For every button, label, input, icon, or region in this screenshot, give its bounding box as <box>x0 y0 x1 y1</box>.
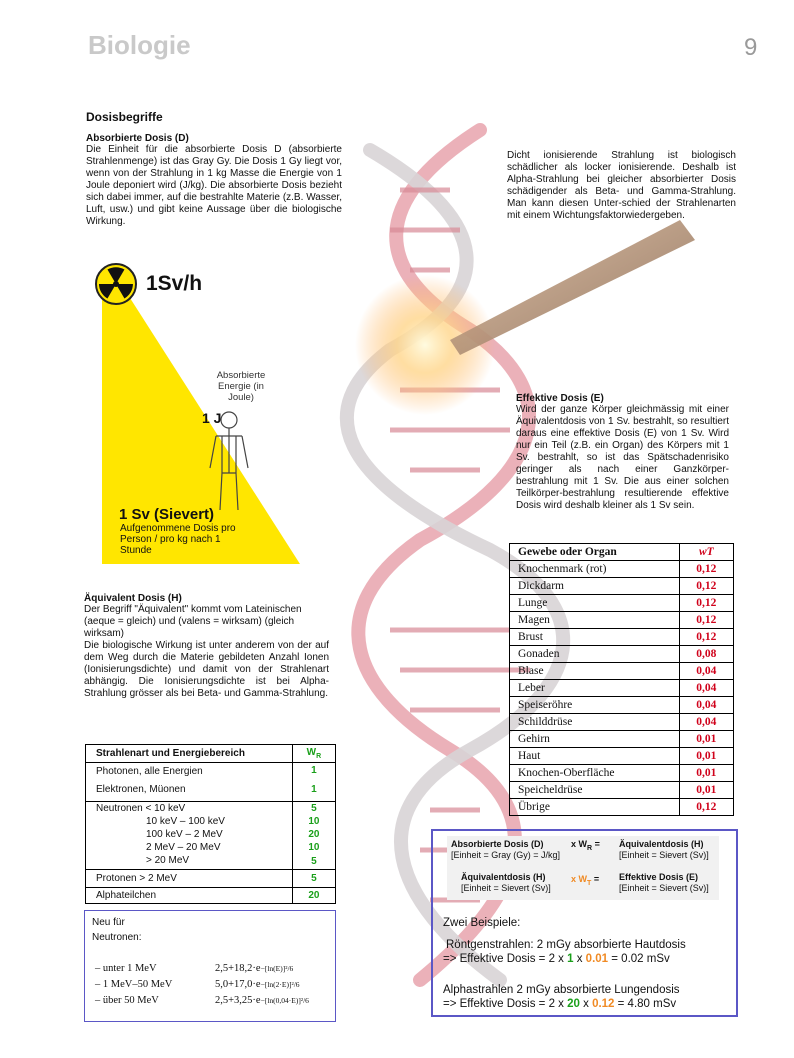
organ-weight: 0,12 <box>679 578 733 595</box>
dense-ionizing-text: Dicht ionisierende Strahlung ist biologisch schädlicher als locker ionisierende. Deshalb ist Alpha-Strahlung bei gleicher absorbierter Dosis schädigender als Beta- und Gamma-Strahlung. Man kann diesen Unter-schied der Strahlenarten mit einem Wichtungsfaktorwiedergeben. <box>507 150 736 221</box>
neutron-new-box <box>84 910 336 1022</box>
neutron-energy-range: – über 50 MeV <box>95 995 159 1006</box>
organ-name: Schilddrüse <box>510 714 680 731</box>
sievert-label: 1 Sv (Sievert) <box>119 506 215 523</box>
table-row: 2 MeV – 20 MeV 10 <box>86 841 336 854</box>
organ-name: Knochen-Oberfläche <box>510 765 680 782</box>
neutron-formula-row <box>95 977 330 993</box>
table-row: Alphateilchen 20 <box>86 888 336 904</box>
organ-name: Magen <box>510 612 680 629</box>
organ-weighting-table <box>509 543 734 816</box>
organ-weight: 0,08 <box>679 646 733 663</box>
table-row <box>510 595 734 612</box>
table-row: 100 keV – 2 MeV 20 <box>86 828 336 841</box>
organ-weight: 0,01 <box>679 765 733 782</box>
organ-table-header <box>510 544 734 561</box>
effective-dose-text: Wird der ganze Körper gleichmässig mit einer Äquivalentdosis von 1 Sv. bestrahlt, so resultiert daraus eine effektive Dosis (E) von 1 Sv. Wird nur ein Teil (z.B. ein Organ) des Körpers mit 1 Sv. bestrahlt, so ist das Spätschadenrisiko geringer als nach einer Ganzkörper- bestrahlung mit 1 Sv. Die aus einer solchen Teilkörper-bestrahlung resultierende effektive Dosis wird deshalb kleiner als 1 Sv sein. <box>516 404 729 511</box>
page-header-title: Biologie <box>88 30 191 60</box>
radiation-weighting-table <box>85 744 336 904</box>
organ-name: Brust <box>510 629 680 646</box>
table-row <box>510 714 734 731</box>
example-2-line-2: => Effektive Dosis = 2 x 20 x 0.12 = 4.80 mSv <box>443 998 677 1010</box>
graphic-caption: Aufgenommene Dosis pro Person / pro kg nach 1 Stunde <box>120 523 236 556</box>
table-row <box>510 578 734 595</box>
organ-column-header: Gewebe oder Organ <box>510 544 680 561</box>
table-row: Neutronen < 10 keV 5 <box>86 802 336 816</box>
organ-name: Gonaden <box>510 646 680 663</box>
organ-name: Speicheldrüse <box>510 782 680 799</box>
wr-col1-header: Strahlenart und Energiebereich <box>96 748 245 759</box>
examples-title: Zwei Beispiele: <box>443 917 521 929</box>
organ-name: Knochenmark (rot) <box>510 561 680 578</box>
organ-name: Leber <box>510 680 680 697</box>
table-row: > 20 MeV 5 <box>86 854 336 870</box>
table-row <box>510 629 734 646</box>
table-row: Elektronen, Müonen 1 <box>86 778 336 802</box>
table-row <box>510 782 734 799</box>
example-1-line-2: => Effektive Dosis = 2 x 1 x 0.01 = 0.02 mSv <box>443 953 670 965</box>
example-2-line-1: Alphastrahlen 2 mGy absorbierte Lungendosis <box>443 984 680 996</box>
neutron-energy-range: – unter 1 MeV <box>95 963 157 974</box>
organ-weight: 0,12 <box>679 561 733 578</box>
organ-name: Lunge <box>510 595 680 612</box>
effective-dose-section <box>516 393 729 512</box>
table-row <box>510 663 734 680</box>
formula-examples-box <box>431 829 738 1017</box>
organ-weight: 0,12 <box>679 629 733 646</box>
neutron-formula: 2,5+18,2·e <box>215 963 261 974</box>
neutron-formula: 5,0+17,0·e <box>215 979 261 990</box>
table-row <box>510 765 734 782</box>
examples <box>443 916 686 1011</box>
table-row <box>510 646 734 663</box>
wr-table-header <box>86 745 336 763</box>
energy-label: 1 J <box>202 410 222 426</box>
absorbed-energy-label: Absorbierte Energie (in Joule) <box>216 370 266 403</box>
neutron-new-subtitle: Neutronen: <box>92 932 142 943</box>
organ-name: Haut <box>510 748 680 765</box>
table-row <box>510 680 734 697</box>
wt-column-header: wT <box>679 544 733 561</box>
organ-weight: 0,01 <box>679 731 733 748</box>
neutron-formula-exponent: −[ln(E)]²/6 <box>260 964 294 973</box>
organ-weight: 0,12 <box>679 612 733 629</box>
table-row <box>510 697 734 714</box>
formula-panel: Absorbierte Dosis (D) [Einheit = Gray (Gy) = J/kg] x $W_R$ = Äquivalentdosis (H) [Einheit = Sievert (Sv)] Äquivalentdosis (H) [Einheit = Sievert (Sv)] x $W_T$ = Effektive Dosis (E) [Einheit = Sievert (Sv)] <box>447 836 719 900</box>
section-title: Dosisbegriffe <box>86 110 163 124</box>
table-row <box>510 731 734 748</box>
absorbed-dose-text: Die Einheit für die absorbierte Dosis D (absorbierte Strahlenmenge) ist das Gray Gy. Die Dosis 1 Gy liegt vor, wenn von der Strahlung in 1 kg Masse die Energie von 1 Joule deponiert wird (J/kg). Die absorbierte Dosis bezieht sich dabei immer, auf die bestrahlte Materie (z.B. Wasser, Luft, usw.) und gibt keine Aussage über die biologische Wirkung. <box>86 144 342 227</box>
neutron-formula: 2,5+3,25·e <box>215 995 261 1006</box>
organ-weight: 0,01 <box>679 782 733 799</box>
organ-weight: 0,04 <box>679 663 733 680</box>
equivalent-dose-origin: Der Begriff "Äquivalent" kommt vom Lateinischen (aeque = gleich) und (valens = wirksam) (gleich wirksam) <box>84 604 302 639</box>
table-row <box>510 561 734 578</box>
absorbed-dose-heading: Absorbierte Dosis (D) <box>86 133 189 144</box>
organ-weight: 0,04 <box>679 680 733 697</box>
neutron-formula-row <box>95 993 330 1009</box>
organ-name: Übrige <box>510 799 680 816</box>
table-row <box>510 748 734 765</box>
equivalent-dose-section <box>84 593 329 700</box>
equivalent-dose-text: Die biologische Wirkung ist unter anderem von der auf dem Weg durch die Materie gebildeten Anzahl Ionen (Ionisierungsdichte) und damit von der Strahlenart abhängig. Die Ionisierungsdichte ist bei Alpha-Strahlung grösser als bei Beta- und Gamma-Strahlung. <box>84 640 329 699</box>
dose-rate-label: 1Sv/h <box>146 272 203 295</box>
organ-weight: 0,01 <box>679 748 733 765</box>
absorbed-dose-section <box>86 133 342 228</box>
table-row: Protonen > 2 MeV 5 <box>86 870 336 888</box>
organ-weight: 0,12 <box>679 595 733 612</box>
organ-weight: 0,04 <box>679 697 733 714</box>
neutron-formula-row <box>95 961 330 977</box>
neutron-energy-range: – 1 MeV–50 MeV <box>95 979 173 990</box>
effective-dose-heading: Effektive Dosis (E) <box>516 393 604 404</box>
page-number: 9 <box>744 34 758 61</box>
neutron-new-title: Neu für <box>92 917 125 928</box>
organ-name: Blase <box>510 663 680 680</box>
organ-name: Speiseröhre <box>510 697 680 714</box>
equivalent-dose-heading: Äquivalent Dosis (H) <box>84 593 182 604</box>
table-row: Photonen, alle Energien 1 <box>86 763 336 779</box>
example-1-line-1: Röntgenstrahlen: 2 mGy absorbierte Hautdosis <box>446 939 686 951</box>
table-row: 10 keV – 100 keV 10 <box>86 815 336 828</box>
table-row <box>510 612 734 629</box>
wr-col2-header: $W_R$ <box>292 745 335 763</box>
organ-weight: 0,04 <box>679 714 733 731</box>
table-row <box>510 799 734 816</box>
organ-name: Gehirn <box>510 731 680 748</box>
neutron-formula-exponent: −[ln(2·E)]²/6 <box>260 980 300 989</box>
organ-weight: 0,12 <box>679 799 733 816</box>
organ-name: Dickdarm <box>510 578 680 595</box>
neutron-formula-exponent: −[ln(0,04·E)]²/6 <box>260 996 309 1005</box>
